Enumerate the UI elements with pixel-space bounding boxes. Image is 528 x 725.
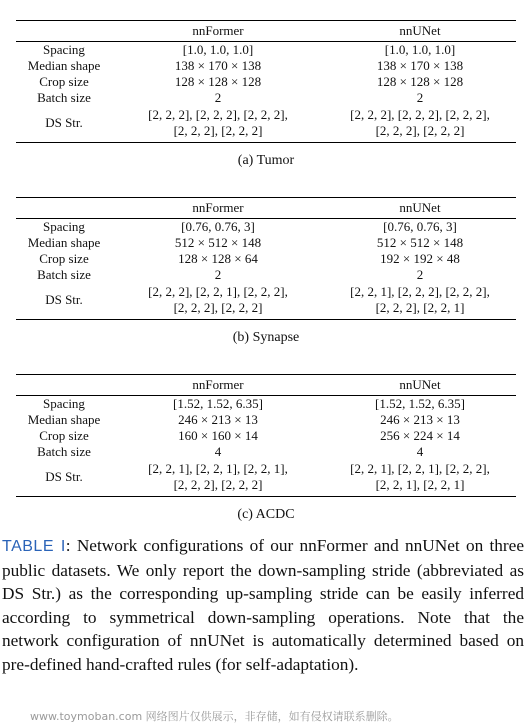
table-row	[16, 396, 516, 413]
watermark: www.toymoban.com 网络图片仅供展示，非存储，如有侵权请联系删除。	[30, 710, 399, 723]
ds-line: [2, 2, 1], [2, 2, 2], [2, 2, 2],	[350, 284, 490, 299]
ds-line: [2, 2, 2], [2, 2, 2]	[173, 123, 263, 138]
cell-nnformer	[112, 106, 324, 143]
cell-nnunet: [1.52, 1.52, 6.35]	[375, 396, 465, 411]
table-synapse	[16, 197, 516, 346]
ds-line: [2, 2, 1], [2, 2, 1], [2, 2, 1],	[148, 461, 288, 476]
cell-nnformer: 128 × 128 × 64	[178, 251, 258, 266]
config-table	[16, 20, 516, 143]
header-empty	[16, 375, 112, 396]
cell-nnformer: 512 × 512 × 148	[174, 235, 262, 250]
cell-nnformer: [1.52, 1.52, 6.35]	[173, 396, 263, 411]
cell-nnunet: 256 × 224 × 14	[380, 428, 460, 443]
cell-nnformer: 4	[214, 444, 222, 459]
table-caption	[2, 534, 524, 677]
header-nnunet: nnUNet	[324, 198, 516, 219]
config-table	[16, 197, 516, 320]
cell-nnformer: 2	[214, 90, 222, 105]
cell-nnunet: [0.76, 0.76, 3]	[383, 219, 457, 234]
cell-nnunet: 128 × 128 × 128	[376, 74, 464, 89]
cell-nnformer: 128 × 128 × 128	[174, 74, 262, 89]
header-empty	[16, 198, 112, 219]
subtable-caption: (c) ACDC	[237, 507, 295, 522]
cell-nnformer	[112, 460, 324, 497]
ds-line: [2, 2, 1], [2, 2, 1]	[375, 477, 465, 492]
header-nnformer: nnFormer	[112, 198, 324, 219]
ds-line: [2, 2, 2], [2, 2, 2]	[375, 123, 465, 138]
cell-nnunet: 512 × 512 × 148	[376, 235, 464, 250]
cell-nnunet: 4	[416, 444, 424, 459]
table-row	[16, 90, 516, 106]
subtable-caption: (b) Synapse	[232, 330, 300, 345]
ds-line: [2, 2, 2], [2, 2, 1]	[375, 300, 465, 315]
cell-nnformer: 138 × 170 × 138	[174, 58, 262, 73]
table-row	[16, 42, 516, 59]
cell-nnunet	[324, 283, 516, 320]
row-label: Crop size	[39, 74, 89, 89]
row-label: Median shape	[27, 412, 101, 427]
cell-nnunet: 2	[416, 90, 424, 105]
cell-nnunet: 138 × 170 × 138	[376, 58, 464, 73]
ds-line: [2, 2, 2], [2, 2, 1], [2, 2, 2],	[148, 284, 288, 299]
row-label: DS Str.	[45, 292, 83, 307]
cell-nnunet	[324, 106, 516, 143]
cell-nnformer: [0.76, 0.76, 3]	[181, 219, 255, 234]
caption-text: : Network configurations of our nnFormer and nnUNet on three public datasets. We only report the down-sampling stride (abbreviated as DS Str.) as the corresponding up-sampling stride can be easily inferred according to symmetrical down-sampling operations. Note that the network configuration of nnUNet is automatically determined based on pre-defined hand-crafted rules (for self-adaptation).	[2, 536, 524, 674]
ds-line: [2, 2, 2], [2, 2, 2]	[173, 300, 263, 315]
cell-nnformer: [1.0, 1.0, 1.0]	[182, 42, 254, 57]
table-row	[16, 267, 516, 283]
row-label: Spacing	[43, 396, 85, 411]
cell-nnunet: [1.0, 1.0, 1.0]	[384, 42, 456, 57]
header-empty	[16, 21, 112, 42]
row-label: Median shape	[27, 58, 101, 73]
header-nnformer: nnFormer	[112, 375, 324, 396]
header-nnunet: nnUNet	[324, 21, 516, 42]
row-label: DS Str.	[45, 115, 83, 130]
table-acdc	[16, 374, 516, 523]
cell-nnformer: 2	[214, 267, 222, 282]
table-row	[16, 251, 516, 267]
ds-line: [2, 2, 2], [2, 2, 2], [2, 2, 2],	[148, 107, 288, 122]
row-label: Crop size	[39, 428, 89, 443]
table-row	[16, 235, 516, 251]
cell-nnformer: 246 × 213 × 13	[178, 412, 258, 427]
ds-line: [2, 2, 2], [2, 2, 2], [2, 2, 2],	[350, 107, 490, 122]
header-nnformer: nnFormer	[112, 21, 324, 42]
cell-nnformer: 160 × 160 × 14	[178, 428, 258, 443]
table-row	[16, 444, 516, 460]
row-label: Batch size	[37, 444, 91, 459]
table-row	[16, 219, 516, 236]
table-label: TABLE I	[2, 538, 66, 555]
row-label: Batch size	[37, 267, 91, 282]
table-row-ds-stride	[16, 106, 516, 143]
table-tumor	[16, 20, 516, 169]
row-label: Spacing	[43, 42, 85, 57]
cell-nnunet: 192 × 192 × 48	[380, 251, 460, 266]
subtable-caption: (a) Tumor	[237, 153, 295, 168]
table-row	[16, 428, 516, 444]
cell-nnunet: 2	[416, 267, 424, 282]
table-row	[16, 74, 516, 90]
row-label: Batch size	[37, 90, 91, 105]
table-row-ds-stride	[16, 460, 516, 497]
row-label: DS Str.	[45, 469, 83, 484]
table-row	[16, 412, 516, 428]
row-label: Crop size	[39, 251, 89, 266]
table-row-ds-stride	[16, 283, 516, 320]
cell-nnformer	[112, 283, 324, 320]
row-label: Spacing	[43, 219, 85, 234]
table-row	[16, 58, 516, 74]
row-label: Median shape	[27, 235, 101, 250]
cell-nnunet: 246 × 213 × 13	[380, 412, 460, 427]
cell-nnunet	[324, 460, 516, 497]
header-nnunet: nnUNet	[324, 375, 516, 396]
ds-line: [2, 2, 1], [2, 2, 1], [2, 2, 2],	[350, 461, 490, 476]
ds-line: [2, 2, 2], [2, 2, 2]	[173, 477, 263, 492]
config-table	[16, 374, 516, 497]
